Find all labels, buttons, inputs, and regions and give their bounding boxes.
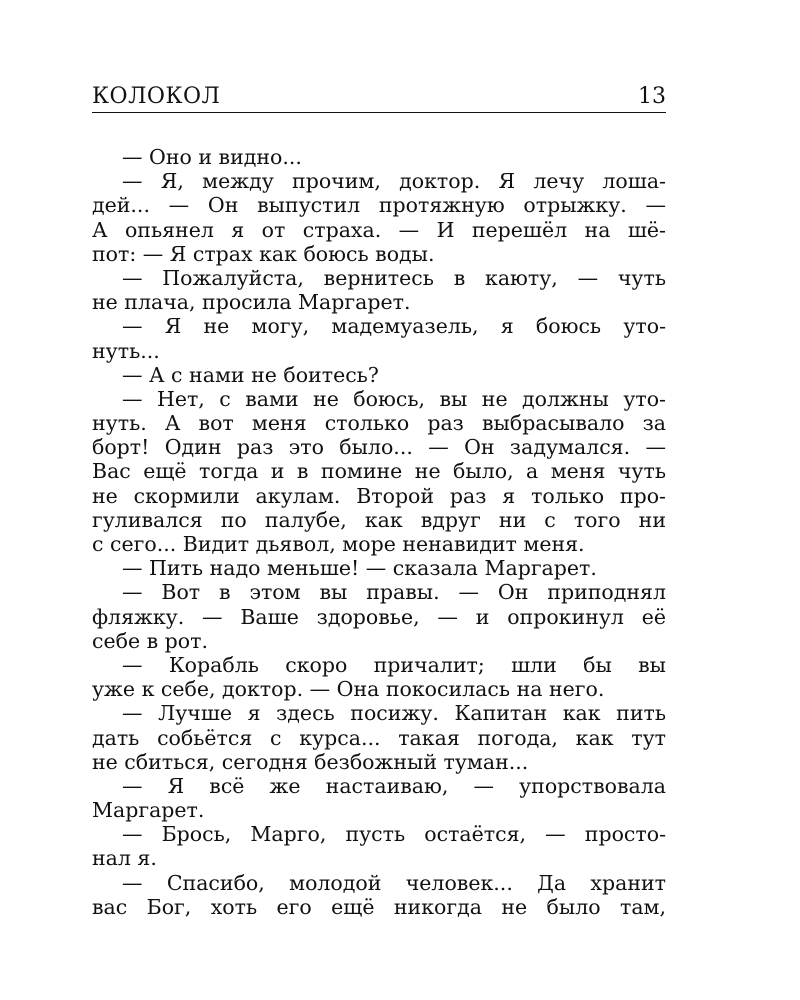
text-line: — Вот в этом вы правы. — Он приподнял — [122, 580, 666, 605]
text-line: — Спасибо, молодой человек... Да хранит — [122, 870, 666, 895]
text-line: гуливался по палубе, как вдруг ни с того ни — [92, 507, 666, 532]
text-line: с сего... Видит дьявол, море ненавидит меня. — [92, 532, 585, 556]
text-line: Вас ещё тогда и в помине не было, а меня чуть — [92, 459, 666, 484]
text-line: А опьянел я от страха. — И перешёл на шё- — [92, 217, 666, 242]
text-line: — Пожалуйста, вернитесь в каюту, — чуть — [122, 265, 666, 290]
text-line: — Лучше я здесь посижу. Капитан как пить — [122, 701, 666, 726]
text-line: дей... — Он выпустил протяжную отрыжку. — — [92, 193, 666, 218]
body-text — [92, 145, 666, 919]
text-line: нуть... — [92, 338, 160, 363]
text-line: не сбиться, сегодня безбожный туман... — [92, 749, 529, 774]
text-line: — Я не могу, мадемуазель, я боюсь уто- — [122, 314, 666, 339]
text-line: нал я. — [92, 846, 157, 871]
text-line: — Я всё же настаиваю, — упорствовала — [122, 773, 666, 798]
page-number: 13 — [638, 84, 666, 109]
text-line: вас Бог, хоть его ещё никогда не было там, — [92, 894, 666, 919]
text-line: — Брось, Марго, пусть остаётся, — просто- — [122, 822, 666, 847]
text-line: борт! Один раз это было... — Он задумался. — — [92, 435, 666, 460]
text-line: не скормили акулам. Второй раз я только про- — [92, 483, 666, 508]
text-line: не плача, просила Маргарет. — [92, 290, 411, 315]
page-header — [92, 84, 666, 113]
text-line: — Корабль скоро причалит; шли бы вы — [122, 652, 666, 677]
text-line: дать собьётся с курса... такая погода, как тут — [92, 725, 666, 750]
text-line: — Я, между прочим, доктор. Я лечу лоша- — [122, 169, 666, 194]
text-line: Маргарет. — [92, 798, 205, 823]
running-title: КОЛОКОЛ — [92, 84, 221, 109]
text-line: уже к себе, доктор. — Она покосилась на него. — [92, 677, 605, 702]
text-line: фляжку. — Ваше здоровье, — и опрокинул её — [92, 604, 666, 629]
text-line: себе в рот. — [92, 628, 208, 653]
text-line: — А с нами не боитесь? — [122, 362, 379, 387]
text-line: нуть. А вот меня столько раз выбрасывало за — [92, 411, 666, 436]
text-line: пот: — Я страх как боюсь воды. — [92, 241, 435, 266]
text-line: — Нет, с вами не боюсь, вы не должны уто- — [122, 386, 666, 411]
text-line: — Пить надо меньше! — сказала Маргарет. — [122, 556, 597, 581]
text-line: — Оно и видно... — [122, 145, 302, 169]
